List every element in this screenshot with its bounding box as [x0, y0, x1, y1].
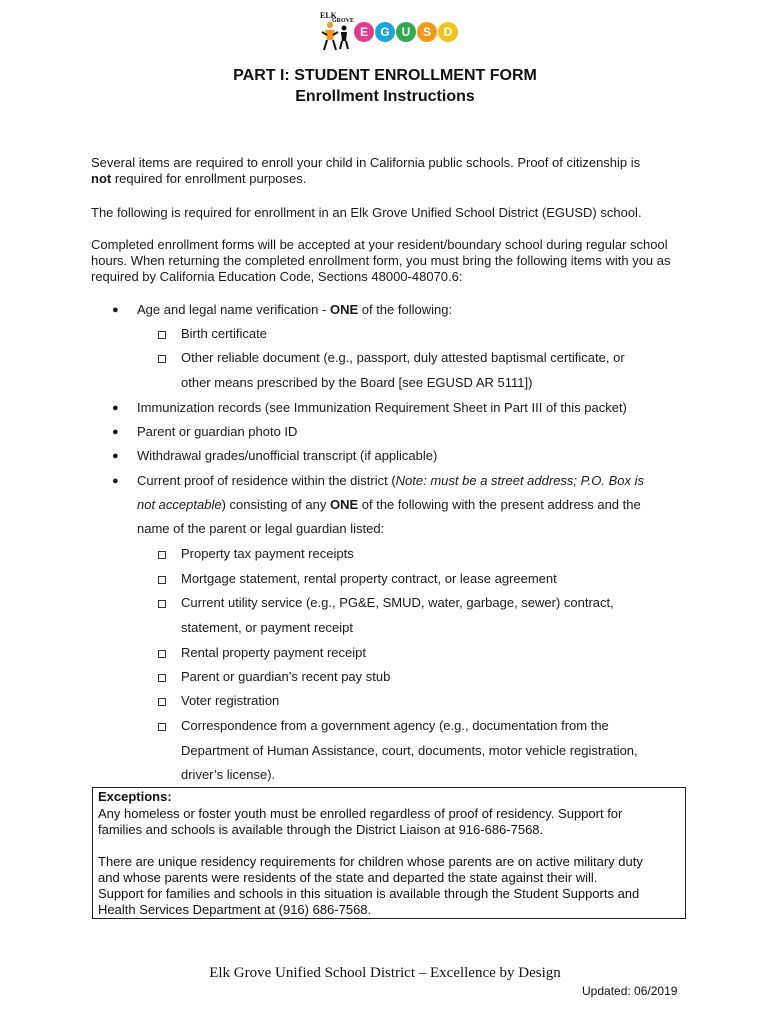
- residence-item: Correspondence from a government agency (e.g., documentation from the: [181, 718, 609, 733]
- residence-item: Parent or guardian’s recent pay stub: [181, 669, 391, 684]
- checkbox-icon: [158, 331, 166, 339]
- footer-text: Elk Grove Unified School District – Excellence by Design: [209, 965, 561, 981]
- checkbox-icon: [158, 698, 166, 706]
- exceptions-line: and whose parents were residents of the state and departed the state against their will.: [98, 870, 598, 885]
- req-residence-note: Note: must be a street address; P.O. Box is: [395, 473, 644, 488]
- egusd-letters: [354, 22, 459, 42]
- intro-paragraph-2: The following is required for enrollment in an Elk Grove Unified School District (EGUSD) school.: [91, 205, 642, 220]
- residence-item: Rental property payment receipt: [181, 645, 366, 660]
- req-age-item: Birth certificate: [181, 326, 267, 341]
- exceptions-box: [92, 787, 686, 919]
- intro-p1-bold: not: [91, 171, 112, 186]
- residence-item-cont: driver’s license).: [181, 767, 276, 782]
- checkbox-icon: [158, 551, 166, 559]
- checkbox-icon: [158, 674, 166, 682]
- req-age-item: Other reliable document (e.g., passport, duly attested baptismal certificate, or: [181, 350, 625, 365]
- req-photo-id: Parent or guardian photo ID: [137, 424, 298, 439]
- req-residence-line2: [137, 497, 641, 513]
- exceptions-line: families and schools is available through the District Liaison at 916-686-7568.: [98, 822, 544, 837]
- req-age: [137, 302, 452, 318]
- residence-item: Current utility service (e.g., PG&E, SMUD, water, garbage, sewer) contract,: [181, 595, 614, 610]
- bullet-dot: ●: [112, 402, 119, 414]
- egusd-logo: [316, 12, 458, 52]
- checkbox-icon: [158, 650, 166, 658]
- bullet-dot: ●: [112, 426, 119, 438]
- logo-text-grove: GROVE: [332, 18, 355, 24]
- intro-p1-text: Several items are required to enroll your child in California public schools. Proof of citizenship is: [91, 155, 641, 170]
- logo-letter-g: G: [375, 22, 395, 42]
- elk-grove-mark: [316, 12, 354, 52]
- intro-paragraph-1: [91, 155, 691, 187]
- exceptions-line: Health Services Department at (916) 686-7568.: [98, 902, 372, 917]
- logo-text-elk: ELK: [320, 11, 337, 20]
- residence-item-cont: statement, or payment receipt: [181, 620, 353, 635]
- checkbox-icon: [158, 576, 166, 584]
- checkbox-icon: [158, 355, 166, 363]
- exceptions-heading: Exceptions:: [98, 789, 172, 804]
- intro-paragraph-3: Completed enrollment forms will be accepted at your resident/boundary school during regular school hours. When returning the completed enrollment form, you must bring the following items with you as required by California Education Code, Sections 48000-48070.6:: [91, 237, 671, 284]
- children-figures-icon: [320, 22, 352, 52]
- bullet-dot: ●: [112, 450, 119, 462]
- exceptions-line: Support for families and schools in this situation is available through the Student Supports and: [98, 886, 640, 901]
- req-age-item-cont: other means prescribed by the Board [see EGUSD AR 5111]): [181, 375, 533, 390]
- req-residence-bold: ONE: [329, 497, 359, 512]
- form-title: PART I: STUDENT ENROLLMENT FORM: [233, 67, 537, 84]
- residence-item: Voter registration: [181, 693, 280, 708]
- residence-item: Mortgage statement, rental property contract, or lease agreement: [181, 571, 557, 586]
- req-immunization: Immunization records (see Immunization Requirement Sheet in Part III of this packet): [137, 400, 627, 415]
- form-subtitle: Enrollment Instructions: [295, 88, 475, 105]
- checkbox-icon: [158, 723, 166, 731]
- logo-letter-s: S: [417, 22, 437, 42]
- intro-p1-tail: required for enrollment purposes.: [111, 171, 307, 186]
- req-residence-line1: [137, 473, 644, 489]
- req-residence-text-c: of the following with the present address and the: [358, 497, 641, 512]
- residence-item: Property tax payment receipts: [181, 546, 354, 561]
- checkbox-icon: [158, 600, 166, 608]
- req-residence-line3: name of the parent or legal guardian listed:: [137, 521, 385, 536]
- req-age-text: Age and legal name verification -: [137, 302, 330, 317]
- exceptions-line: Any homeless or foster youth must be enrolled regardless of proof of residency. Support for: [98, 806, 623, 821]
- req-grades: Withdrawal grades/unofficial transcript (if applicable): [137, 448, 438, 463]
- logo-letter-u: U: [396, 22, 416, 42]
- req-age-tail: of the following:: [358, 302, 453, 317]
- updated-date: Updated: 06/2019: [582, 984, 678, 998]
- residence-item-cont: Department of Human Assistance, court, documents, motor vehicle registration,: [181, 743, 638, 758]
- req-residence-text-b: ) consisting of any: [221, 497, 330, 512]
- exceptions-line: There are unique residency requirements for children whose parents are on active military duty: [98, 854, 643, 869]
- logo-letter-d: D: [438, 22, 458, 42]
- req-residence-note-cont: not acceptable: [137, 497, 222, 512]
- logo-letter-e: E: [354, 22, 374, 42]
- req-age-bold: ONE: [329, 302, 359, 317]
- bullet-dot: ●: [112, 475, 119, 487]
- req-residence-text: Current proof of residence within the district (: [137, 473, 396, 488]
- bullet-dot: ●: [112, 304, 119, 316]
